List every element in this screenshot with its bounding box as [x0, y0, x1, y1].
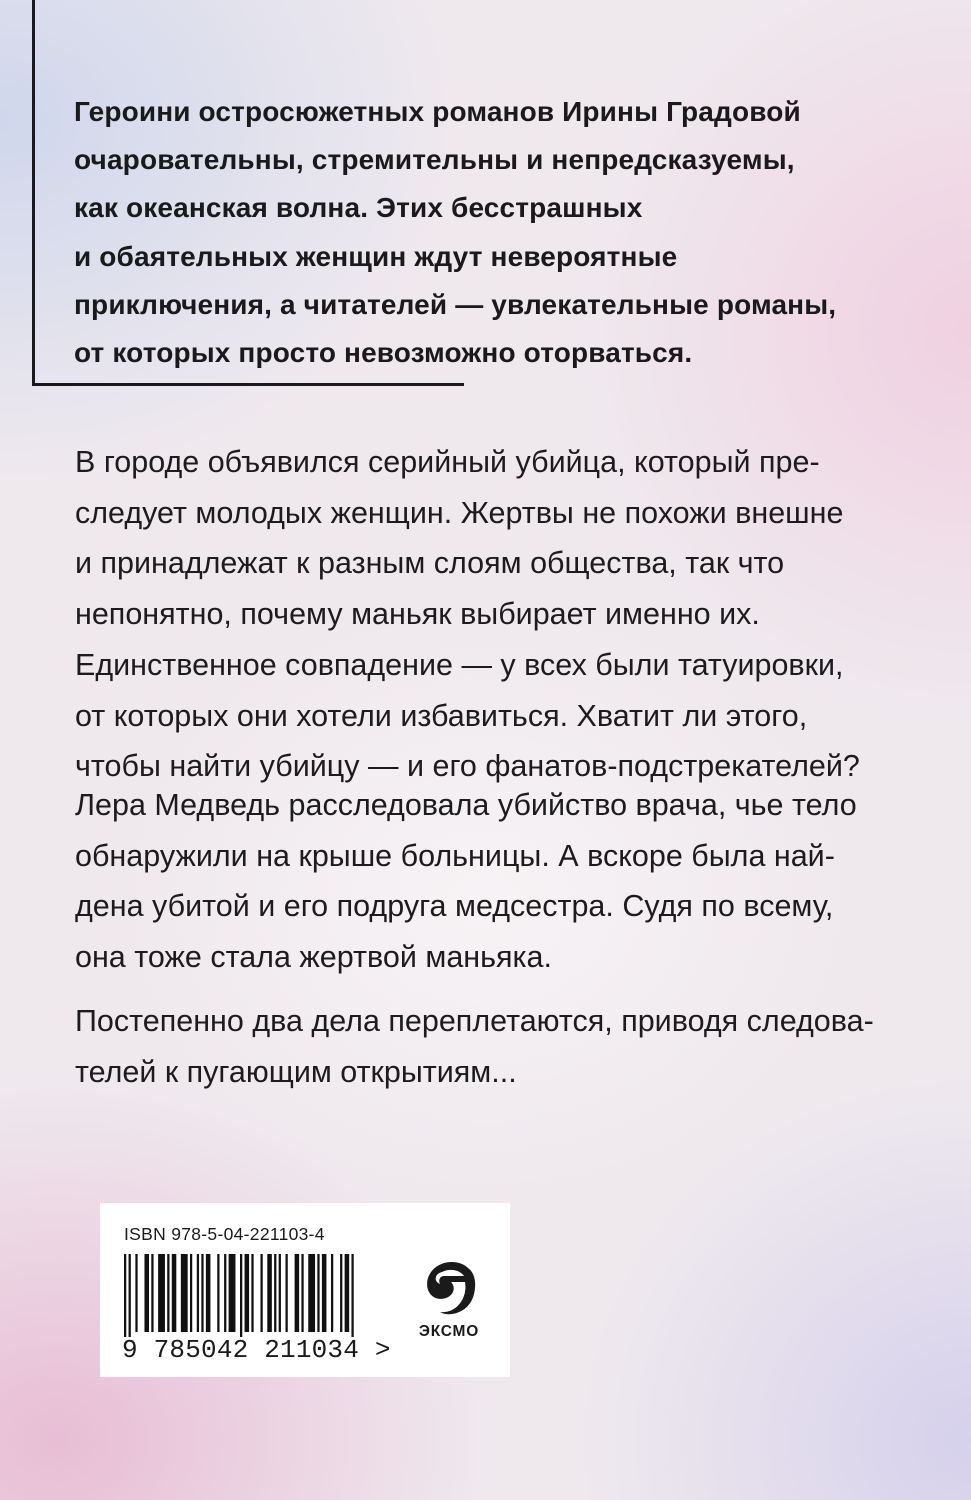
publisher-name: ЭКСМО [418, 1323, 480, 1340]
tagline-line: как океанская волна. Этих бесстрашных [74, 192, 643, 224]
tagline-line: очаровательны, стремительны и непредсказуемы, [74, 144, 795, 176]
description-paragraph-3 [75, 996, 945, 1097]
barcode-bar [167, 1254, 169, 1332]
barcode-bar [224, 1254, 226, 1332]
description-line: обнаружили на крыше больницы. А вскоре была най- [75, 838, 835, 873]
series-tagline [74, 88, 934, 377]
eksmo-logo-icon [420, 1258, 478, 1322]
barcode-bar [181, 1254, 188, 1332]
description-line: от которых они хотели избавиться. Хватит ли этого, [75, 698, 808, 733]
barcode-bar [279, 1254, 281, 1332]
description-line: В городе объявился серийный убийца, который пре- [75, 445, 820, 479]
barcode-bar [301, 1254, 303, 1332]
barcode-bar [322, 1254, 327, 1332]
description-line: она тоже стала жертвой маньяка. [75, 940, 552, 975]
description-paragraph-2 [75, 780, 945, 983]
barcode-bar [351, 1254, 353, 1337]
tagline-line: приключения, а читателей — увлекательные романы, [74, 288, 837, 320]
barcode-bar [260, 1254, 262, 1332]
barcode-bar [340, 1254, 342, 1332]
barcode-bar [151, 1254, 153, 1332]
tagline-line: Героини остросюжетных романов Ирины Градовой [74, 96, 801, 127]
barcode-bar [217, 1254, 219, 1332]
barcode-bar [197, 1254, 199, 1332]
barcode-bars [124, 1254, 356, 1337]
frame-vertical-rule [32, 0, 35, 386]
isbn-label: ISBN 978-5-04-221103-4 [124, 1224, 325, 1244]
description-line: Лера Медведь расследовала убийство врача, чье тело [75, 788, 857, 822]
barcode-bar [285, 1254, 287, 1332]
barcode-bar [240, 1254, 242, 1337]
barcode-bar [190, 1254, 192, 1332]
barcode-bar [308, 1254, 315, 1332]
description-line: Единственное совпадение — у всех были татуировки, [75, 647, 844, 682]
barcode-bar [129, 1254, 131, 1337]
barcode-bar [274, 1254, 276, 1332]
barcode-bar [317, 1254, 319, 1332]
barcode-bar [251, 1254, 253, 1332]
barcode-bar [331, 1254, 333, 1332]
description-line: Постепенно два дела переплетаются, приводя следова- [75, 1004, 874, 1038]
description-line: телей к пугающим открытиям... [75, 1054, 517, 1089]
barcode-bar [158, 1254, 165, 1332]
description-line: дена убитой и его подруга медсестра. Судя по всему, [75, 889, 834, 924]
barcode-bar [267, 1254, 272, 1332]
description-line: чтобы найти убийцу — и его фанатов-подстрекателей? [75, 749, 860, 784]
barcode-bar [245, 1254, 250, 1332]
frame-horizontal-rule [32, 383, 464, 386]
description-line: и принадлежат к разным слоям общества, так что [75, 546, 785, 581]
barcode-bar [345, 1254, 350, 1332]
tagline-line: и обаятельных женщин ждут невероятные [74, 240, 678, 272]
description-line: следует молодых женщин. Жертвы не похожи внешне [75, 495, 844, 530]
barcode-bar [229, 1254, 236, 1332]
description-line: непонятно, почему маньяк выбирает именно их. [75, 597, 760, 632]
barcode-bar [135, 1254, 137, 1332]
barcode-bar [295, 1254, 300, 1332]
barcode-bar [206, 1254, 211, 1332]
tagline-line: от которых просто невозможно оторваться. [74, 337, 693, 369]
barcode-bar [201, 1254, 203, 1332]
description-paragraph-1 [75, 437, 945, 792]
barcode-bar [172, 1254, 177, 1332]
barcode-digits: 9 785042 211034 > [122, 1335, 391, 1365]
barcode-bar [144, 1254, 149, 1332]
barcode-bar [124, 1254, 126, 1337]
